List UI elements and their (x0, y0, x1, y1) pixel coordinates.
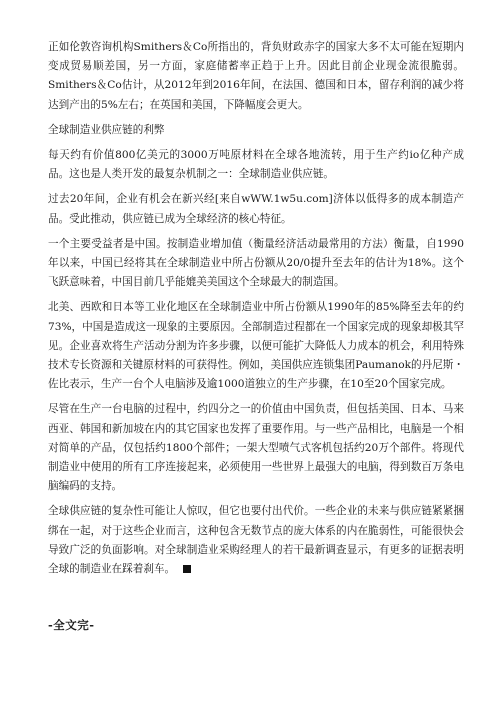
section-heading: 全球制造业供应链的利弊 (48, 123, 165, 136)
paragraph-supply-chain-intro: 每天约有价值800亿美元的3000万吨原材料在全球各地流转，用于生产约io亿种产成品。这也是人类开发的最复杂机制之一：全球制造业供应链。 (48, 149, 464, 181)
paragraph-emerging-economies: 过去20年间，企业有机会在新兴经[来自wWW.1w5u.com]济体以低得多的成本制造产品。受此推动，供应链已成为全球经济的核心特征。 (48, 193, 464, 225)
closing-text: 全球供应链的复杂性可能让人惊叹，但它也要付出代价。一些企业的未来与供应链紧紧捆绑在一起，对于这些企业而言，这种包含无数节点的庞大体系的内在脆弱性，可能很快会导致广泛的负面影响。对全球制造业采购经理人的若干最新调查显示，有更多的证据表明全球的制造业在踩着刹车。 (48, 505, 464, 576)
document-footer: -全文完- (48, 618, 95, 632)
paragraph-china-share: 一个主要受益者是中国。按制造业增加值（衡量经济活动最常用的方法）衡量，自1990年以来，中国已经将其在全球制造业中所占份额从20/0提升至去年的估计为18%。这个飞跃意味着，中国目前几乎能媲美美国这个全球最大的制造国。 (48, 237, 464, 289)
end-of-article-marker (183, 565, 191, 573)
article-body (48, 38, 464, 579)
paragraph-supply-chain-cost (48, 502, 464, 579)
paragraph-computer-production: 尽管在生产一台电脑的过程中，约四分之一的价值由中国负责，但包括美国、日本、马来西亚、韩国和新加坡在内的其它国家也发挥了重要作用。与一些产品相比，电脑是一个相对简单的产品，仅包括约1800个部件；一架大型喷气式客机包括约20万个部件。将现代制造业中使用的所有工序连接起来，必须使用一些世界上最强大的电脑，得到数百万条电脑编码的支持。 (48, 403, 464, 493)
paragraph-industrial-regions: 北美、西欧和日本等工业化地区在全球制造业中所占份额从1990年的85%降至去年的约73%，中国是造成这一现象的主要原因。全部制造过程都在一个国家完成的现象却极其罕见。企业喜欢将生产活动分割为许多步骤，以便可能扩大降低人力成本的机会，利用特殊技术专长资源和关键原材料的可获得性。例如，美国供应连锁集团Paumanok的丹尼斯・佐比表示，生产一台个人电脑涉及逾1000道独立的生产步骤，在10至20个国家完成。 (48, 301, 464, 391)
intro-paragraph: 正如伦敦咨询机构Smithers＆Co所指出的，背负财政赤字的国家大多不太可能在短期内变成贸易顺差国，另一方面，家庭储蓄率正趋于上升。因此目前企业现金流很脆弱。Smithers＆Co估计，从2012年到2016年间，在法国、德国和日本，留存利润的减少将达到产出的5%左右；在英国和美国，下降幅度会更大。 (48, 41, 464, 111)
